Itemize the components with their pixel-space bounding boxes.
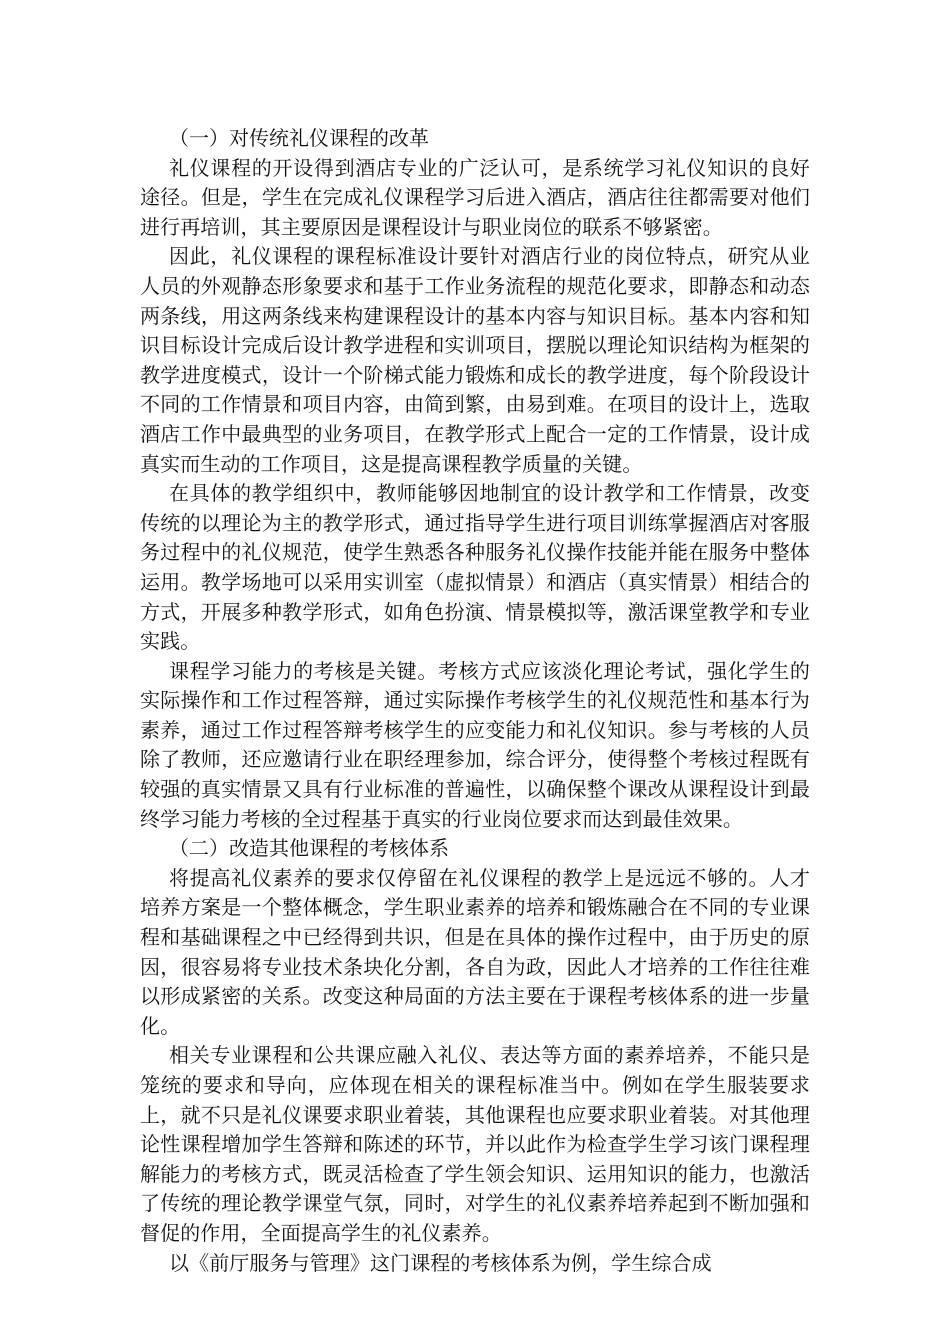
paragraph-1: 礼仪课程的开设得到酒店专业的广泛认可，是系统学习礼仪知识的良好途径。但是，学生在完成礼仪课程学习后进入酒店，酒店往往都需要对他们进行再培训，其主要原因是课程设计与职业岗位的联系不够紧密。 bbox=[140, 155, 810, 239]
document-body bbox=[140, 124, 810, 1278]
paragraph-7: 以《前厅服务与管理》这门课程的考核体系为例，学生综合成 bbox=[169, 1250, 712, 1275]
section-heading-2: （二）改造其他课程的考核体系 bbox=[169, 836, 449, 861]
paragraph-4: 课程学习能力的考核是关键。考核方式应该淡化理论考试，强化学生的实际操作和工作过程答辩，通过实际操作考核学生的礼仪规范性和基本行为素养，通过工作过程答辩考核学生的应变能力和礼仪知识。参与考核的人员除了教师，还应邀请行业在职经理参加，综合评分，使得整个考核过程既有较强的真实情景又具有行业标准的普遍性，以确保整个课改从课程设计到最终学习能力考核的全过程基于真实的行业岗位要求而达到最佳效果。 bbox=[140, 658, 810, 831]
section-heading-1: （一）对传统礼仪课程的改革 bbox=[169, 126, 429, 150]
paragraph-6: 相关专业课程和公共课应融入礼仪、表达等方面的素养培养，不能只是笼统的要求和导向，应体现在相关的课程标准当中。例如在学生服装要求上，就不只是礼仪课要求职业着装，其他课程也应要求职业着装。对其他理论性课程增加学生答辩和陈述的环节，并以此作为检查学生学习该门课程理解能力的考核方式，既灵活检查了学生领会知识、运用知识的能力，也激活了传统的理论教学课堂气氛，同时，对学生的礼仪素养培养起到不断加强和督促的作用，全面提高学生的礼仪素养。 bbox=[140, 1043, 810, 1245]
paragraph-2: 因此，礼仪课程的课程标准设计要针对酒店行业的岗位特点，研究从业人员的外观静态形象要求和基于工作业务流程的规范化要求，即静态和动态两条线，用这两条线来构建课程设计的基本内容与知识目标。基本内容和知识目标设计完成后设计教学进程和实训项目，摆脱以理论知识结构为框架的教学进度模式，设计一个阶梯式能力锻炼和成长的教学进度，每个阶段设计不同的工作情景和项目内容，由简到繁，由易到难。在项目的设计上，选取酒店工作中最典型的业务项目，在教学形式上配合一定的工作情景，设计成真实而生动的工作项目，这是提高课程教学质量的关键。 bbox=[140, 244, 810, 476]
paragraph-5: 将提高礼仪素养的要求仅停留在礼仪课程的教学上是远远不够的。人才培养方案是一个整体概念，学生职业素养的培养和锻炼融合在不同的专业课程和基础课程之中已经得到共识，但是在具体的操作过程中，由于历史的原因，很容易将专业技术条块化分割，各自为政，因此人才培养的工作往往难以形成紧密的关系。改变这种局面的方法主要在于课程考核体系的进一步量化。 bbox=[140, 865, 810, 1038]
paragraph-3: 在具体的教学组织中，教师能够因地制宜的设计教学和工作情景，改变传统的以理论为主的教学形式，通过指导学生进行项目训练掌握酒店对客服务过程中的礼仪规范，使学生熟悉各种服务礼仪操作技能并能在服务中整体运用。教学场地可以采用实训室（虚拟情景）和酒店（真实情景）相结合的方式，开展多种教学形式，如角色扮演、情景模拟等，激活课堂教学和专业实践。 bbox=[140, 481, 810, 654]
